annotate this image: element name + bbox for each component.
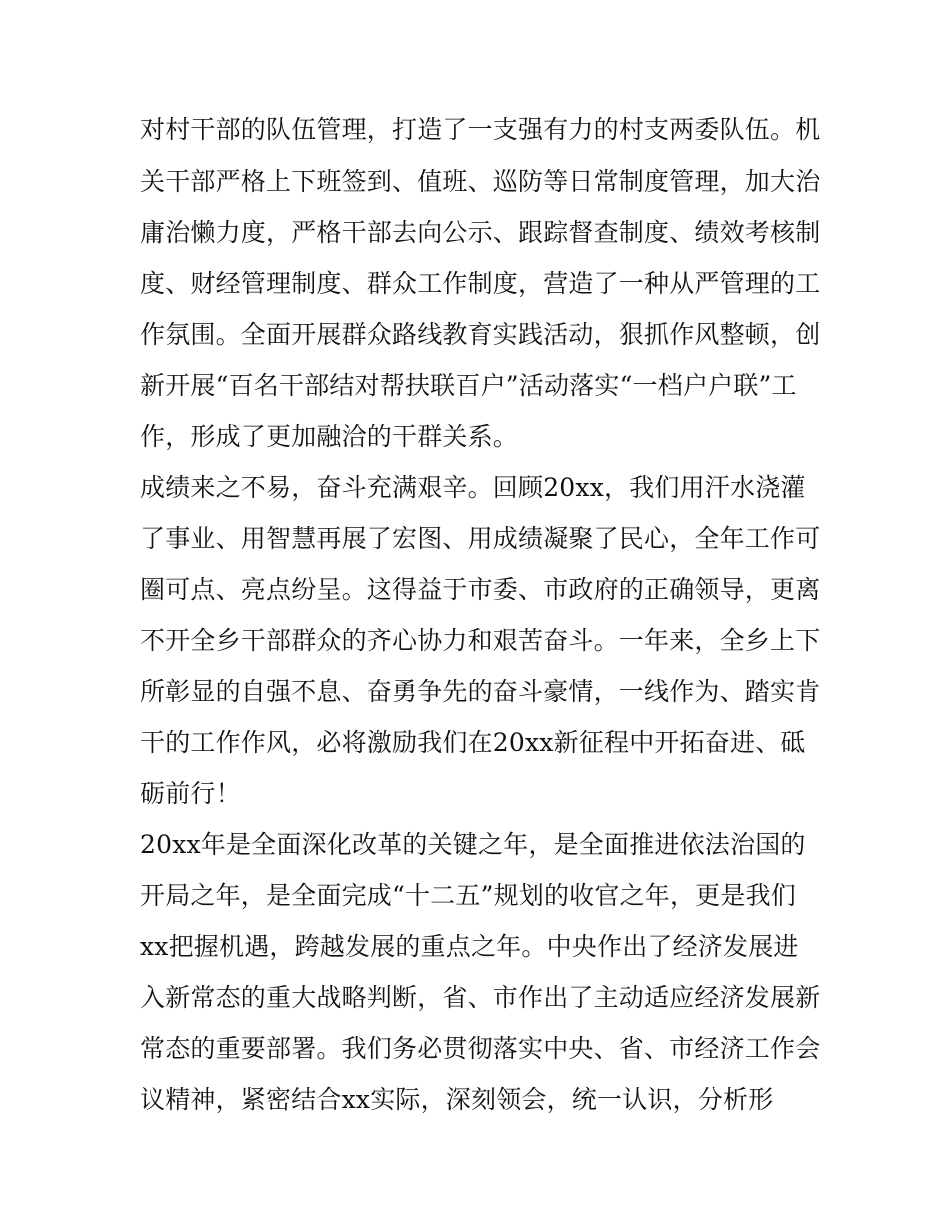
text-line: 作，形成了更加融洽的干群关系。	[140, 422, 519, 451]
text-line: 入新常态的重大战略判断，省、市作出了主动适应经济发展新	[140, 983, 821, 1012]
text-line: 庸治懒力度，严格干部去向公示、跟踪督查制度、绩效考核制	[140, 218, 821, 247]
text-line: 干的工作作风，必将激励我们在20xx新征程中开拓奋进、砥	[140, 728, 806, 757]
text-line: 开局之年，是全面完成“十二五”规划的收官之年，更是我们	[140, 881, 796, 910]
text-line: xx把握机遇，跨越发展的重点之年。中央作出了经济发展进	[140, 932, 799, 961]
text-line: 砺前行！	[140, 779, 241, 808]
text-line: 关干部严格上下班签到、值班、巡防等日常制度管理，加大治	[140, 167, 821, 196]
text-line: 所彰显的自强不息、奋勇争先的奋斗豪情，一线作为、踏实肯	[140, 677, 821, 706]
text-line: 常态的重要部署。我们务必贯彻落实中央、省、市经济工作会	[140, 1034, 821, 1063]
text-line: 成绩来之不易，奋斗充满艰辛。回顾20xx，我们用汗水浇灌	[140, 473, 806, 502]
text-line: 对村干部的队伍管理，打造了一支强有力的村支两委队伍。机	[140, 115, 821, 144]
text-line: 了事业、用智慧再展了宏图、用成绩凝聚了民心，全年工作可	[140, 524, 821, 553]
text-line: 圈可点、亮点纷呈。这得益于市委、市政府的正确领导，更离	[140, 575, 821, 604]
text-line: 20xx年是全面深化改革的关键之年，是全面推进依法治国的	[140, 830, 806, 859]
text-line: 度、财经管理制度、群众工作制度，营造了一种从严管理的工	[140, 269, 821, 298]
text-line: 议精神，紧密结合xx实际，深刻领会，统一认识，分析形	[140, 1085, 774, 1114]
text-line: 新开展“百名干部结对帮扶联百户”活动落实“一档户户联”工	[140, 371, 797, 400]
text-line: 作氛围。全面开展群众路线教育实践活动，狠抓作风整顿，创	[140, 320, 821, 349]
text-line: 不开全乡干部群众的齐心协力和艰苦奋斗。一年来，全乡上下	[140, 626, 821, 655]
